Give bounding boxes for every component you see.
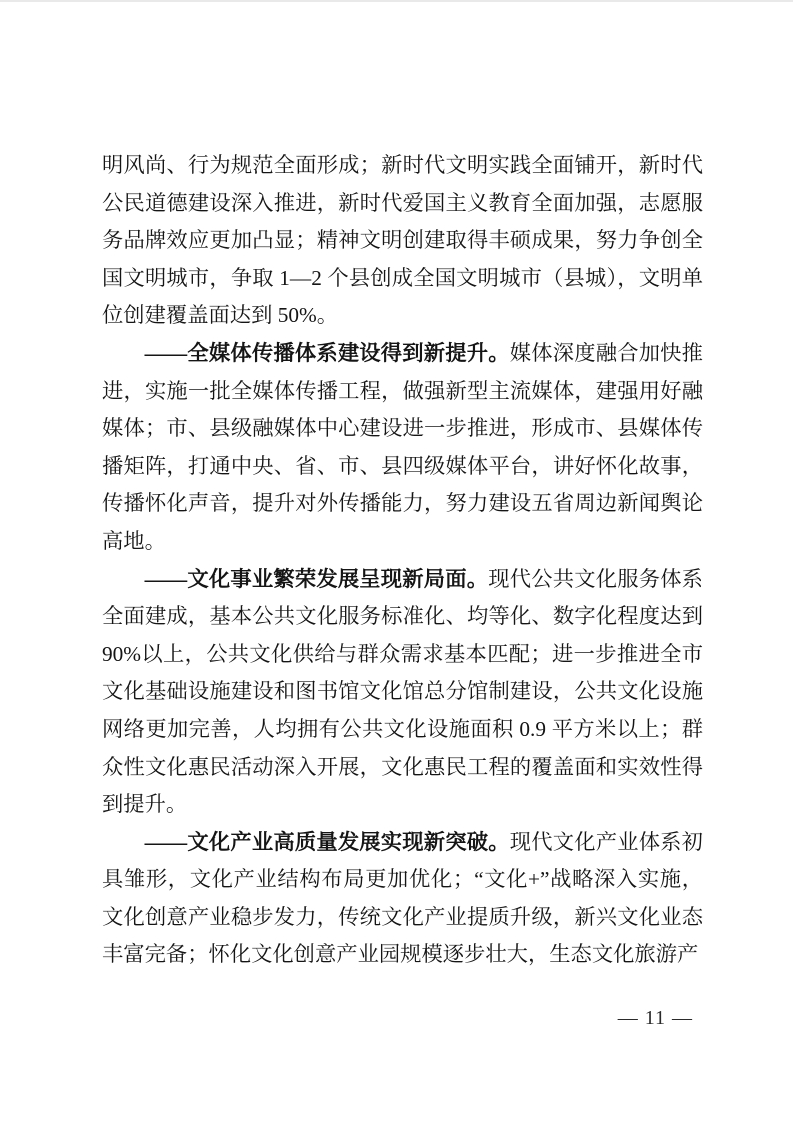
paragraph-cultural-undertakings	[102, 561, 703, 824]
paragraph-cultural-industry	[102, 824, 703, 974]
paragraph-continuation	[102, 147, 703, 335]
paragraph-media-system	[102, 335, 703, 561]
paragraph-body-text: 现代文化产业体系初具雏形，文化产业结构布局更加优化；“文化+”战略深入实施，文化创意产业稳步发力，传统文化产业提质升级，新兴文化业态丰富完备；怀化文化创意产业园规模逐步壮大，生态文化旅游产	[102, 829, 703, 967]
paragraph-run-in-heading: ——文化事业繁荣发展呈现新局面。	[144, 566, 489, 591]
paragraph-body-text: 媒体深度融合加快推进，实施一批全媒体传播工程，做强新型主流媒体，建强用好融媒体；市、县级融媒体中心建设进一步推进，形成市、县媒体传播矩阵，打通中央、省、市、县四级媒体平台，讲好怀化故事，传播怀化声音，提升对外传播能力，努力建设五省周边新闻舆论高地。	[102, 340, 703, 553]
paragraph-run-in-heading: ——文化产业高质量发展实现新突破。	[144, 829, 510, 854]
page-number: — 11 —	[617, 1007, 693, 1029]
document-body	[102, 147, 703, 974]
paragraph-run-in-heading: ——全媒体传播体系建设得到新提升。	[144, 340, 510, 365]
paragraph-body-text: 现代公共文化服务体系全面建成，基本公共文化服务标准化、均等化、数字化程度达到 90%以上，公共文化供给与群众需求基本匹配；进一步推进全市文化基础设施建设和图书馆文化馆总分馆制建设，公共文化设施网络更加完善，人均拥有公共文化设施面积 0.9 平方米以上；群众性文化惠民活动深入开展，文化惠民工程的覆盖面和实效性得到提升。	[102, 566, 703, 817]
paragraph-body-text: 明风尚、行为规范全面形成；新时代文明实践全面铺开，新时代公民道德建设深入推进，新时代爱国主义教育全面加强，志愿服务品牌效应更加凸显；精神文明创建取得丰硕成果，努力争创全国文明城市，争取 1—2 个县创成全国文明城市（县城），文明单位创建覆盖面达到 50%。	[102, 153, 703, 328]
